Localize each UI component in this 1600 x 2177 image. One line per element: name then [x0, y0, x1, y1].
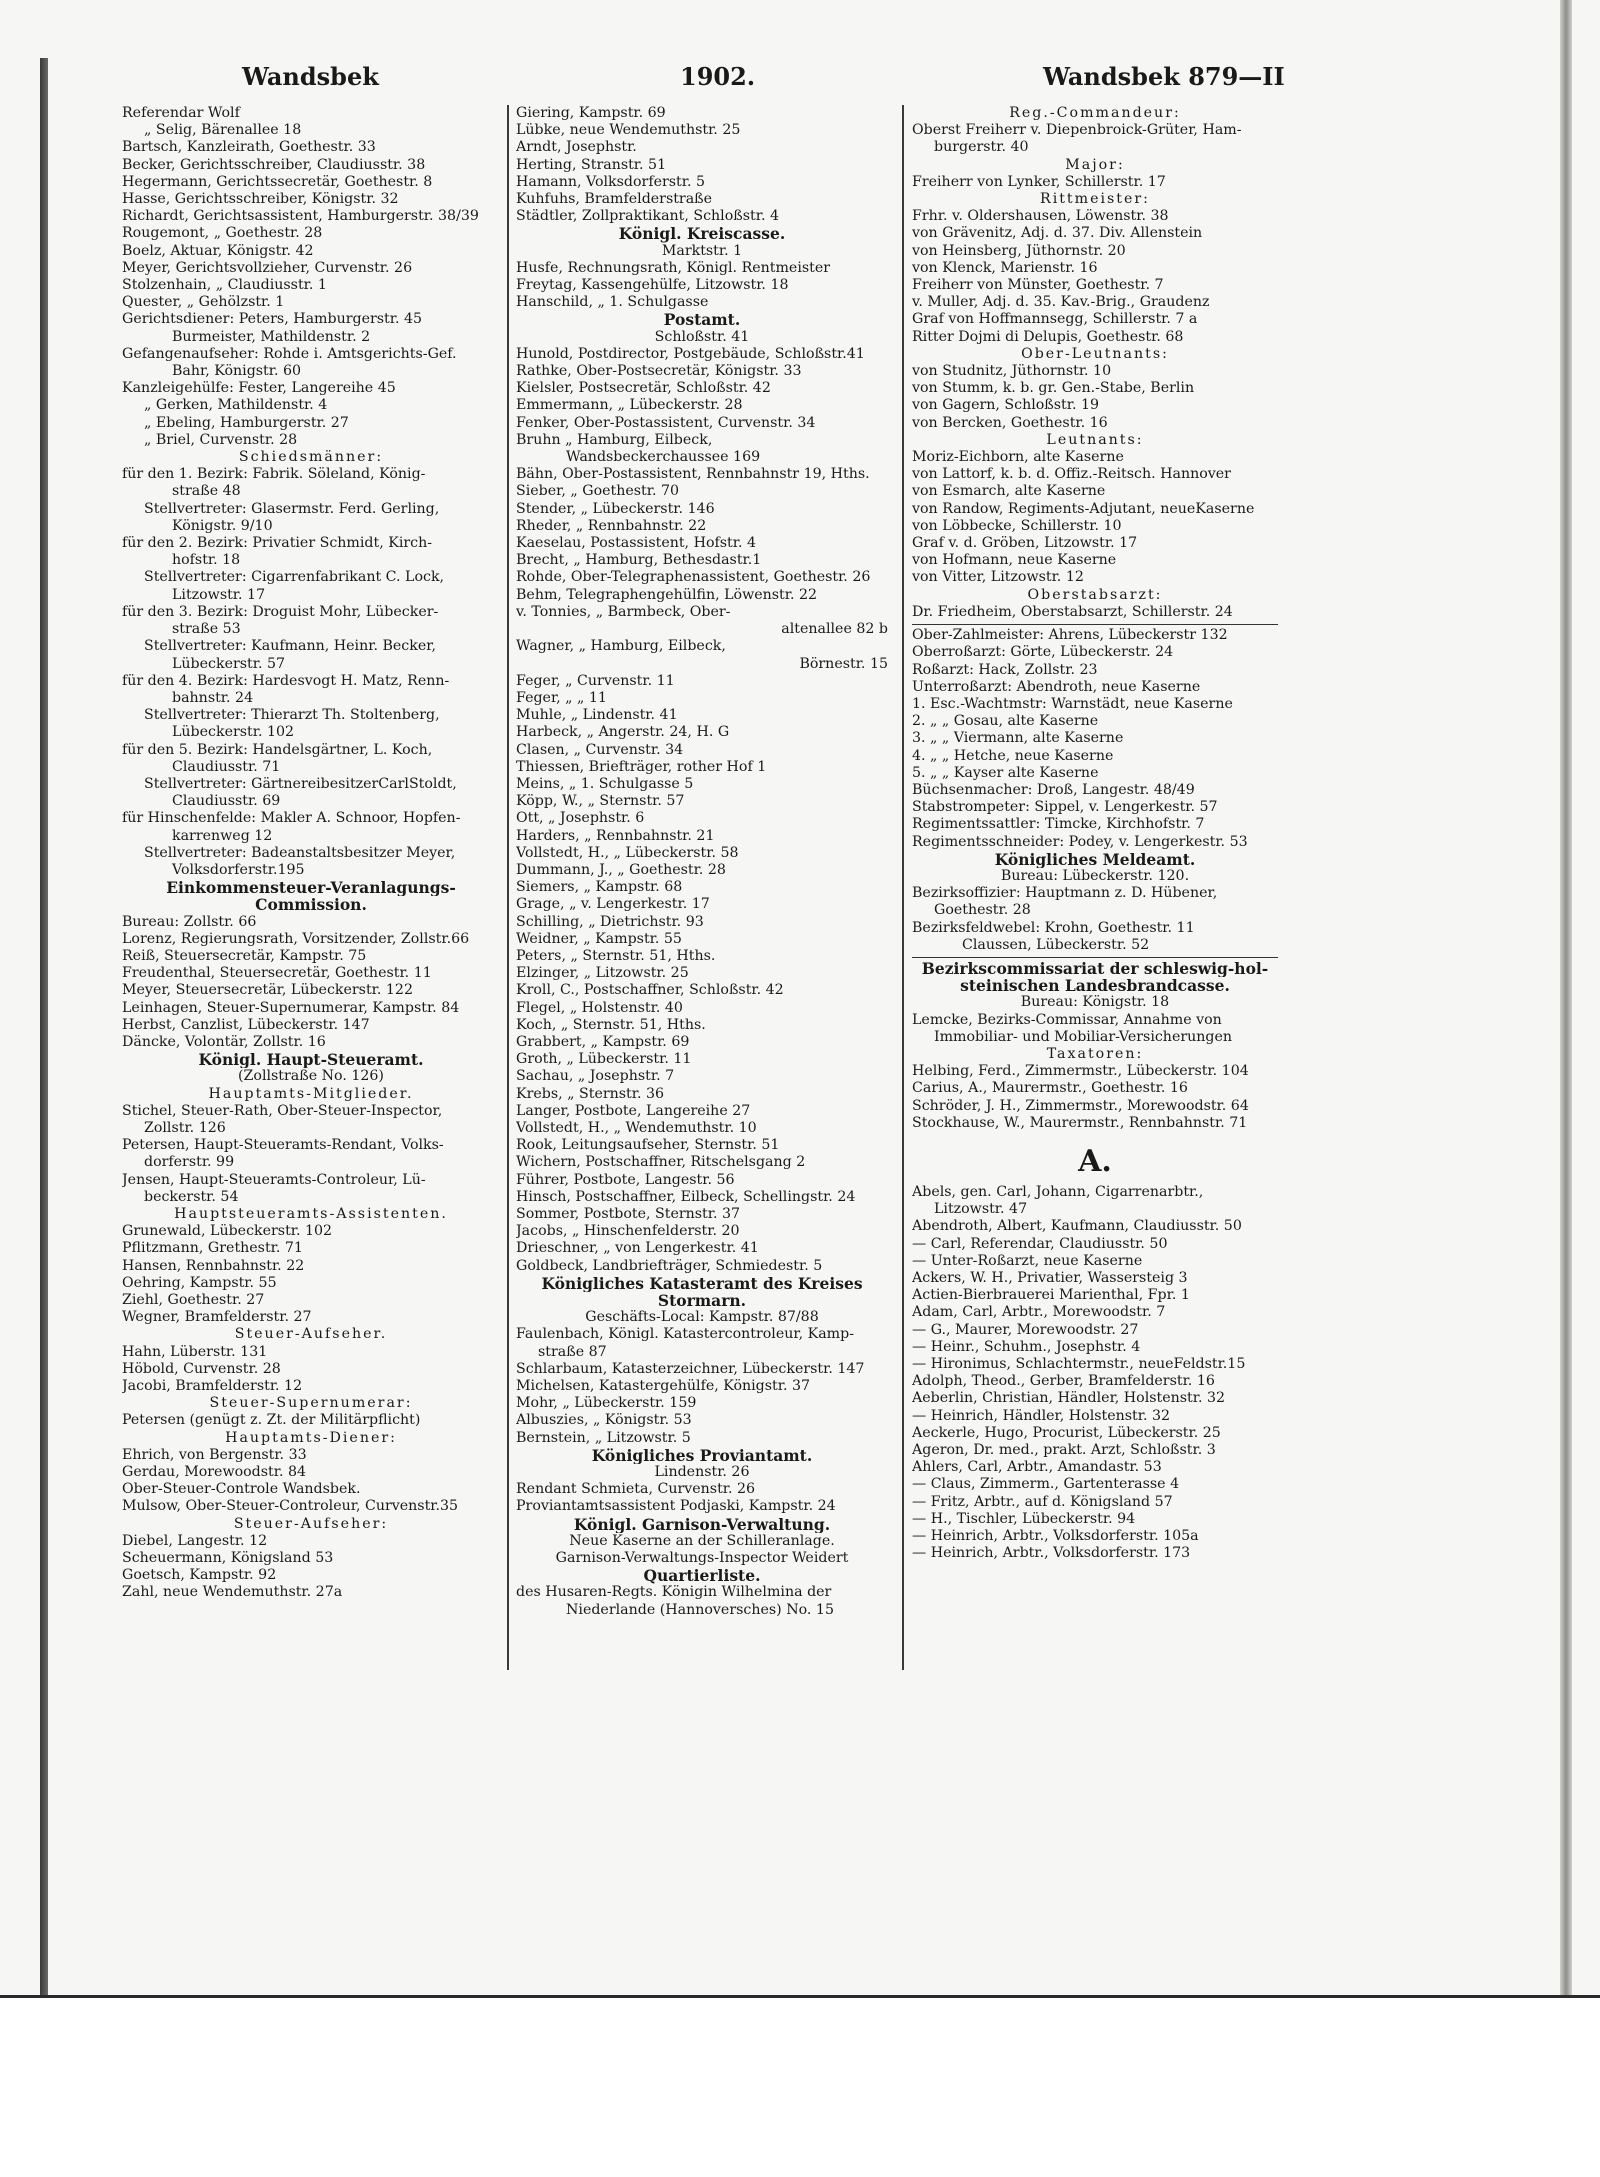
directory-entry: Büchsenmacher: Droß, Langestr. 48/49: [912, 781, 1195, 798]
directory-entry: Zollstr. 126: [144, 1119, 226, 1136]
directory-entry: Reiß, Steuersecretär, Kampstr. 75: [122, 947, 367, 964]
directory-entry: Wegner, Bramfelderstr. 27: [122, 1309, 312, 1326]
directory-entry: Köpp, W., „ Sternstr. 57: [516, 793, 685, 810]
directory-entry: für den 2. Bezirk: Privatier Schmidt, Kirch-: [122, 535, 433, 552]
directory-entry: Elzinger, „ Litzowstr. 25: [516, 965, 689, 982]
directory-entry: beckerstr. 54: [144, 1188, 239, 1205]
directory-entry: Feger, „ „ 11: [516, 689, 607, 706]
directory-entry: Sachau, „ Josephstr. 7: [516, 1068, 675, 1085]
directory-entry: Meins, „ 1. Schulgasse 5: [516, 775, 694, 792]
directory-entry: Roßarzt: Hack, Zollstr. 23: [912, 661, 1098, 678]
directory-entry: Muhle, „ Lindenstr. 41: [516, 707, 678, 724]
directory-entry: Stellvertreter: Kaufmann, Heinr. Becker,: [144, 638, 436, 655]
directory-entry: Ahlers, Carl, Arbtr., Amandastr. 53: [912, 1459, 1162, 1476]
directory-entry: von Klenck, Marienstr. 16: [912, 259, 1098, 276]
directory-entry: Unterroßarzt: Abendroth, neue Kaserne: [912, 678, 1201, 695]
directory-entry: Abels, gen. Carl, Johann, Cigarrenarbtr.,: [912, 1183, 1204, 1200]
subsection-heading: Steuer-Supernumerar:: [209, 1395, 413, 1412]
directory-entry: Lübeckerstr. 102: [172, 724, 295, 741]
page-header: [120, 62, 1285, 102]
section-address: Marktstr. 1: [661, 242, 743, 259]
subsection-heading: Schiedsmänner:: [238, 449, 384, 466]
directory-entry: Husfe, Rechnungsrath, Königl. Rentmeister: [516, 259, 831, 276]
section-heading: Königl. Kreiscasse.: [618, 225, 786, 243]
directory-entry: Scheuermann, Königsland 53: [122, 1550, 334, 1567]
directory-entry: Ehrich, von Bergenstr. 33: [122, 1446, 307, 1463]
section-heading: Commission.: [255, 896, 367, 914]
directory-entry: Gerdau, Morewoodstr. 84: [122, 1464, 307, 1481]
directory-entry: Schlarbaum, Katasterzeichner, Lübeckerstr. 147: [516, 1360, 865, 1377]
directory-entry: Michelsen, Katastergehülfe, Königstr. 37: [516, 1378, 811, 1395]
directory-entry: Regimentsschneider: Podey, v. Lengerkestr. 53: [912, 833, 1248, 850]
directory-entry: Stellvertreter: Thierarzt Th. Stoltenberg,: [144, 707, 440, 724]
directory-entry: Stockhause, W., Maurermstr., Rennbahnstr. 71: [912, 1114, 1248, 1131]
directory-entry: Freudenthal, Steuersecretär, Goethestr. 11: [122, 965, 432, 982]
directory-entry: Oberroßarzt: Görte, Lübeckerstr. 24: [912, 644, 1174, 661]
directory-entry: für den 5. Bezirk: Handelsgärtner, L. Koch,: [122, 741, 433, 758]
header-right-title: Wandsbek 879—II: [1043, 62, 1285, 91]
directory-entry: altenallee 82 b: [781, 621, 888, 638]
directory-entry: Meyer, Steuersecretär, Lübeckerstr. 122: [122, 982, 413, 999]
directory-entry: Kielsler, Postsecretär, Schloßstr. 42: [516, 380, 771, 397]
directory-entry: Emmermann, „ Lübeckerstr. 28: [516, 397, 743, 414]
directory-entry: straße 87: [538, 1343, 607, 1360]
directory-entry: Stolzenhain, „ Claudiusstr. 1: [122, 277, 327, 294]
directory-entry: von Randow, Regiments-Adjutant, neueKaserne: [912, 500, 1255, 517]
section-address: Neue Kaserne an der Schilleranlage.: [569, 1532, 835, 1549]
directory-entry: Albuszies, „ Königstr. 53: [516, 1412, 692, 1429]
directory-entry: Vollstedt, H., „ Lübeckerstr. 58: [516, 844, 739, 861]
directory-entry: von Stumm, k. b. gr. Gen.-Stabe, Berlin: [912, 380, 1195, 397]
directory-entry: Freiherr von Münster, Goethestr. 7: [912, 277, 1164, 294]
directory-entry: Leinhagen, Steuer-Supernumerar, Kampstr. 84: [122, 999, 460, 1016]
directory-entry: Gefangenaufseher: Rohde i. Amtsgerichts-Gef.: [122, 345, 457, 362]
directory-entry: — Heinrich, Arbtr., Volksdorferstr. 173: [912, 1545, 1191, 1562]
subsection-heading: Ober-Leutnants:: [1021, 345, 1169, 362]
directory-entry: Volksdorferstr.195: [172, 861, 305, 878]
directory-entry: Rook, Leitungsaufseher, Sternstr. 51: [516, 1137, 780, 1154]
directory-entry: Goethestr. 28: [934, 902, 1031, 919]
directory-entry: Langer, Postbote, Langereihe 27: [516, 1102, 751, 1119]
directory-entry: Adolph, Theod., Gerber, Bramfelderstr. 16: [912, 1373, 1215, 1390]
directory-entry: Däncke, Volontär, Zollstr. 16: [122, 1033, 326, 1050]
directory-entry: Bureau: Zollstr. 66: [122, 913, 257, 930]
directory-entry: Diebel, Langestr. 12: [122, 1532, 268, 1549]
column-divider: [902, 105, 904, 1670]
directory-entry: karrenweg 12: [172, 827, 273, 844]
directory-entry: Graf v. d. Gröben, Litzowstr. 17: [912, 535, 1138, 552]
subsection-heading: Hauptamts-Mitglieder.: [208, 1085, 414, 1102]
directory-entry: Litzowstr. 47: [934, 1201, 1028, 1218]
directory-entry: Koch, „ Sternstr. 51, Hths.: [516, 1016, 706, 1033]
directory-entry: Becker, Gerichtsschreiber, Claudiusstr. 38: [122, 156, 426, 173]
directory-entry: Ritter Dojmi di Delupis, Goethestr. 68: [912, 328, 1184, 345]
section-heading: Quartierliste.: [643, 1567, 761, 1585]
directory-entry: Freytag, Kassengehülfe, Litzowstr. 18: [516, 277, 789, 294]
directory-entry: Petersen, Haupt-Steueramts-Rendant, Volks-: [122, 1137, 444, 1154]
directory-entry: Grabbert, „ Kampstr. 69: [516, 1033, 690, 1050]
section-heading: steinischen Landesbrandcasse.: [960, 977, 1230, 995]
directory-entry: Königstr. 9/10: [172, 517, 273, 534]
directory-entry: Jensen, Haupt-Steueramts-Controleur, Lü-: [122, 1171, 426, 1188]
directory-entry: Bruhn „ Hamburg, Eilbeck,: [516, 431, 713, 448]
directory-entry: Graf von Hoffmannsegg, Schillerstr. 7 a: [912, 311, 1198, 328]
directory-column-left: [122, 105, 500, 1602]
directory-entry: Hegermann, Gerichtssecretär, Goethestr. 8: [122, 173, 433, 190]
subsection-heading: Hauptamts-Diener:: [225, 1429, 397, 1446]
directory-entry: Hahn, Lüberstr. 131: [122, 1343, 268, 1360]
subsection-heading: Steuer-Aufseher:: [233, 1515, 389, 1532]
subsection-heading: Leutnants:: [1046, 431, 1144, 448]
directory-entry: Stellvertreter: Glasermstr. Ferd. Gerling,: [144, 500, 440, 517]
directory-entry: Kuhfuhs, Bramfelderstraße: [516, 191, 713, 208]
directory-entry: Claudiusstr. 69: [172, 793, 281, 810]
directory-entry: Krebs, „ Sternstr. 36: [516, 1085, 665, 1102]
section-heading: A.: [1078, 1143, 1112, 1179]
directory-entry: Giering, Kampstr. 69: [516, 105, 666, 121]
directory-entry: Flegel, „ Holstenstr. 40: [516, 999, 683, 1016]
directory-entry: Gerichtsdiener: Peters, Hamburgerstr. 45: [122, 311, 423, 328]
directory-entry: Ageron, Dr. med., prakt. Arzt, Schloßstr. 3: [912, 1442, 1216, 1459]
directory-entry: Quester, „ Gehölzstr. 1: [122, 294, 285, 311]
section-heading: Bezirkscommissariat der schleswig-hol-: [921, 959, 1269, 978]
subsection-heading: Hauptsteueramts-Assistenten.: [174, 1206, 448, 1222]
section-address: (Zollstraße No. 126): [238, 1068, 384, 1085]
directory-entry: Führer, Postbote, Langestr. 56: [516, 1171, 735, 1188]
directory-entry: Sommer, Postbote, Sternstr. 37: [516, 1206, 741, 1222]
subsection-heading: Taxatoren:: [1046, 1045, 1144, 1062]
directory-entry: Rougemont, „ Goethestr. 28: [122, 225, 323, 242]
directory-entry: von Lattorf, k. b. d. Offiz.-Reitsch. Hannover: [912, 466, 1231, 483]
directory-entry: Helbing, Ferd., Zimmermstr., Lübeckerstr. 104: [912, 1063, 1249, 1080]
directory-entry: Städtler, Zollpraktikant, Schloßstr. 4: [516, 208, 779, 225]
directory-entry: Hinsch, Postschaffner, Eilbeck, Schellingstr. 24: [516, 1188, 856, 1205]
directory-entry: Mohr, „ Lübeckerstr. 159: [516, 1395, 697, 1412]
directory-entry: Kaeselau, Postassistent, Hofstr. 4: [516, 535, 756, 552]
directory-entry: 4. „ „ Hetche, neue Kaserne: [912, 747, 1114, 764]
directory-entry: Stabstrompeter: Sippel, v. Lengerkestr. 57: [912, 799, 1218, 816]
directory-entry: von Vitter, Litzowstr. 12: [912, 569, 1084, 586]
directory-entry: Kroll, C., Postschaffner, Schloßstr. 42: [516, 982, 784, 999]
directory-entry: Wagner, „ Hamburg, Eilbeck,: [516, 638, 726, 655]
directory-entry: Goldbeck, Landbriefträger, Schmiedestr. 5: [516, 1257, 823, 1274]
directory-entry: Bähn, Ober-Postassistent, Rennbahnstr 19, Hths.: [516, 466, 870, 483]
section-heading: Königliches Katasteramt des Kreises: [541, 1274, 863, 1293]
directory-entry: „ Ebeling, Hamburgerstr. 27: [144, 414, 349, 431]
directory-entry: Hasse, Gerichtsschreiber, Königstr. 32: [122, 191, 399, 208]
section-rule: [912, 624, 1278, 625]
directory-entry: Goetsch, Kampstr. 92: [122, 1567, 277, 1584]
directory-entry: Hamann, Volksdorferstr. 5: [516, 173, 706, 190]
directory-entry: für den 3. Bezirk: Droguist Mohr, Lübecker-: [122, 603, 439, 620]
directory-entry: Aeberlin, Christian, Händler, Holstenstr. 32: [912, 1390, 1226, 1407]
directory-entry: Lorenz, Regierungsrath, Vorsitzender, Zollstr.66: [122, 930, 470, 947]
directory-entry: für Hinschenfelde: Makler A. Schnoor, Hopfen-: [122, 810, 461, 827]
directory-entry: Meyer, Gerichtsvollzieher, Curvenstr. 26: [122, 259, 413, 276]
directory-entry: von Grävenitz, Adj. d. 37. Div. Allenstein: [912, 225, 1203, 242]
directory-entry: dorferstr. 99: [144, 1154, 235, 1171]
directory-entry: Referendar Wolf: [122, 105, 240, 121]
subsection-heading: Steuer-Aufseher.: [234, 1326, 388, 1343]
directory-entry: — Claus, Zimmerm., Gartenterasse 4: [912, 1476, 1180, 1493]
directory-entry: Kanzleigehülfe: Fester, Langereihe 45: [122, 380, 396, 397]
directory-entry: Petersen (genügt z. Zt. der Militärpflicht): [122, 1412, 421, 1429]
directory-entry: Lübeckerstr. 57: [172, 655, 286, 672]
directory-entry: — Hironimus, Schlachtermstr., neueFeldstr.15: [912, 1356, 1246, 1373]
directory-entry: Hanschild, „ 1. Schulgasse: [516, 294, 709, 311]
directory-entry: bahnstr. 24: [172, 689, 254, 706]
section-address: Schloßstr. 41: [654, 328, 750, 345]
section-heading: Königliches Proviantamt.: [591, 1446, 813, 1465]
directory-entry: Lübke, neue Wendemuthstr. 25: [516, 122, 741, 139]
directory-entry: Jacobi, Bramfelderstr. 12: [122, 1378, 303, 1395]
directory-entry: — Heinr., Schuhm., Josephstr. 4: [912, 1338, 1141, 1355]
directory-entry: Ober-Steuer-Controle Wandsbek.: [122, 1481, 361, 1498]
directory-entry: Stellvertreter: Cigarrenfabrikant C. Lock,: [144, 569, 445, 586]
section-rule: [912, 957, 1278, 958]
directory-entry: burgerstr. 40: [934, 139, 1029, 156]
directory-entry: Bezirksoffizier: Hauptmann z. D. Hübener,: [912, 885, 1218, 902]
directory-entry: Bahr, Königstr. 60: [172, 363, 302, 380]
column-divider: [507, 105, 509, 1670]
directory-entry: Burmeister, Mathildenstr. 2: [172, 328, 371, 345]
directory-entry: Weidner, „ Kampstr. 55: [516, 930, 682, 947]
directory-entry: Schilling, „ Dietrichstr. 93: [516, 913, 704, 930]
directory-entry: Rathke, Ober-Postsecretär, Königstr. 33: [516, 363, 802, 380]
directory-column-right: [912, 105, 1278, 1562]
directory-entry: Oehring, Kampstr. 55: [122, 1274, 277, 1291]
directory-entry: Stichel, Steuer-Rath, Ober-Steuer-Inspector,: [122, 1102, 443, 1119]
directory-entry: Ziehl, Goethestr. 27: [122, 1292, 265, 1309]
directory-entry: Feger, „ Curvenstr. 11: [516, 672, 675, 689]
directory-entry: Aeckerle, Hugo, Procurist, Lübeckerstr. 25: [912, 1424, 1221, 1441]
directory-entry: Freiherr von Lynker, Schillerstr. 17: [912, 173, 1166, 190]
directory-entry: Moriz-Eichborn, alte Kaserne: [912, 449, 1124, 466]
directory-entry: — Carl, Referendar, Claudiusstr. 50: [912, 1235, 1168, 1252]
directory-entry: Ott, „ Josephstr. 6: [516, 810, 645, 827]
directory-entry: — Unter-Roßarzt, neue Kaserne: [912, 1252, 1143, 1269]
directory-entry: Niederlande (Hannoversches) No. 15: [566, 1601, 834, 1618]
directory-entry: Boelz, Aktuar, Königstr. 42: [122, 242, 314, 259]
directory-entry: Peters, „ Sternstr. 51, Hths.: [516, 947, 716, 964]
directory-entry: Rendant Schmieta, Curvenstr. 26: [516, 1481, 756, 1498]
directory-entry: „ Briel, Curvenstr. 28: [144, 431, 298, 448]
section-heading: Stormarn.: [657, 1292, 747, 1310]
directory-entry: Höbold, Curvenstr. 28: [122, 1360, 281, 1377]
section-address: Bureau: Königstr. 18: [1020, 994, 1170, 1011]
directory-entry: Faulenbach, Königl. Katastercontroleur, Kamp-: [516, 1326, 854, 1343]
directory-entry: Claussen, Lübeckerstr. 52: [962, 936, 1150, 953]
directory-entry: Ober-Zahlmeister: Ahrens, Lübeckerstr 132: [912, 627, 1228, 644]
header-left-title: Wandsbek: [242, 62, 379, 91]
directory-entry: für den 4. Bezirk: Hardesvogt H. Matz, Renn-: [122, 672, 450, 689]
directory-entry: Bernstein, „ Litzowstr. 5: [516, 1429, 691, 1446]
directory-entry: straße 48: [172, 483, 241, 500]
directory-entry: Actien-Bierbrauerei Marienthal, Fpr. 1: [912, 1287, 1190, 1304]
directory-entry: Stender, „ Lübeckerstr. 146: [516, 500, 715, 517]
directory-entry: Rohde, Ober-Telegraphenassistent, Goethestr. 26: [516, 569, 871, 586]
section-heading: Einkommensteuer-Veranlagungs-: [166, 879, 456, 897]
directory-entry: von Gagern, Schloßstr. 19: [912, 397, 1100, 414]
directory-entry: Fenker, Ober-Postassistent, Curvenstr. 34: [516, 414, 816, 431]
directory-column-middle: [516, 105, 888, 1619]
directory-entry: von Löbbecke, Schillerstr. 10: [912, 517, 1122, 534]
directory-entry: Grunewald, Lübeckerstr. 102: [122, 1223, 333, 1240]
directory-entry: Pflitzmann, Grethestr. 71: [122, 1240, 303, 1257]
directory-entry: Stellvertreter: GärtnereibesitzerCarlStoldt,: [144, 775, 457, 792]
directory-entry: Lemcke, Bezirks-Commissar, Annahme von: [912, 1011, 1222, 1028]
directory-entry: des Husaren-Regts. Königin Wilhelmina der: [516, 1584, 832, 1601]
directory-entry: — Heinrich, Händler, Holstenstr. 32: [912, 1407, 1171, 1424]
directory-entry: Proviantamtsassistent Podjaski, Kampstr. 24: [516, 1498, 836, 1515]
subsection-heading: Reg.-Commandeur:: [1009, 105, 1181, 121]
section-heading: Königliches Meldeamt.: [994, 850, 1196, 868]
directory-entry: Zahl, neue Wendemuthstr. 27a: [122, 1584, 343, 1601]
directory-entry: 5. „ „ Kayser alte Kaserne: [912, 764, 1099, 781]
directory-entry: — Heinrich, Arbtr., Volksdorferstr. 105a: [912, 1528, 1199, 1545]
directory-entry: Richardt, Gerichtsassistent, Hamburgerstr. 38/39: [122, 208, 479, 225]
section-heading: Königl. Garnison-Verwaltung.: [573, 1515, 831, 1533]
directory-entry: Stellvertreter: Badeanstaltsbesitzer Meyer,: [144, 844, 456, 861]
directory-entry: Clasen, „ Curvenstr. 34: [516, 741, 684, 758]
directory-entry: Sieber, „ Goethestr. 70: [516, 483, 680, 500]
directory-entry: Brecht, „ Hamburg, Bethesdastr.1: [516, 552, 762, 569]
directory-entry: Bartsch, Kanzleirath, Goethestr. 33: [122, 139, 376, 156]
directory-entry: für den 1. Bezirk: Fabrik. Söleland, König-: [122, 466, 426, 483]
directory-entry: Ackers, W. H., Privatier, Wassersteig 3: [912, 1270, 1188, 1286]
directory-entry: Claudiusstr. 71: [172, 758, 281, 775]
directory-entry: Adam, Carl, Arbtr., Morewoodstr. 7: [912, 1304, 1166, 1321]
directory-entry: 2. „ „ Gosau, alte Kaserne: [912, 713, 1099, 730]
directory-entry: 1. Esc.-Wachtmstr: Warnstädt, neue Kaserne: [912, 695, 1233, 712]
directory-entry: — G., Maurer, Morewoodstr. 27: [912, 1321, 1139, 1338]
directory-entry: Harders, „ Rennbahnstr. 21: [516, 827, 715, 844]
directory-entry: Hunold, Postdirector, Postgebäude, Schloßstr.41: [516, 345, 865, 362]
section-heading: Königl. Haupt-Steueramt.: [198, 1051, 424, 1069]
directory-entry: Jacobs, „ Hinschenfelderstr. 20: [516, 1223, 740, 1240]
directory-entry: Mulsow, Ober-Steuer-Controleur, Curvenstr.35: [122, 1498, 459, 1515]
section-address: Garnison-Verwaltungs-Inspector Weidert: [555, 1550, 849, 1567]
directory-entry: Harbeck, „ Angerstr. 24, H. G: [516, 724, 730, 741]
directory-entry: Arndt, Josephstr.: [516, 139, 637, 156]
section-address: Geschäfts-Local: Kampstr. 87/88: [585, 1309, 819, 1326]
directory-entry: Frhr. v. Oldershausen, Löwenstr. 38: [912, 208, 1169, 225]
directory-entry: hofstr. 18: [172, 552, 241, 569]
directory-entry: Dummann, J., „ Goethestr. 28: [516, 861, 726, 878]
directory-entry: von Studnitz, Jüthornstr. 10: [912, 363, 1112, 380]
directory-entry: Behm, Telegraphengehülfin, Löwenstr. 22: [516, 586, 818, 603]
directory-entry: Herting, Stranstr. 51: [516, 156, 667, 173]
directory-entry: v. Tonnies, „ Barmbeck, Ober-: [516, 603, 731, 620]
directory-entry: Wichern, Postschaffner, Ritschelsgang 2: [516, 1154, 806, 1171]
directory-entry: von Bercken, Goethestr. 16: [912, 414, 1108, 431]
directory-entry: Regimentssattler: Timcke, Kirchhofstr. 7: [912, 816, 1205, 833]
directory-entry: straße 53: [172, 621, 241, 638]
directory-entry: Immobiliar- und Mobiliar-Versicherungen: [934, 1028, 1233, 1045]
directory-entry: von Hofmann, neue Kaserne: [912, 552, 1117, 569]
directory-entry: Hansen, Rennbahnstr. 22: [122, 1257, 305, 1274]
directory-entry: von Heinsberg, Jüthornstr. 20: [912, 242, 1126, 259]
directory-entry: Dr. Friedheim, Oberstabsarzt, Schillerstr. 24: [912, 603, 1233, 620]
subsection-heading: Rittmeister:: [1040, 191, 1150, 208]
directory-entry: Drieschner, „ von Lengerkestr. 41: [516, 1240, 759, 1257]
directory-entry: Herbst, Canzlist, Lübeckerstr. 147: [122, 1016, 370, 1033]
directory-entry: Wandsbeckerchaussee 169: [566, 449, 761, 466]
directory-entry: „ Gerken, Mathildenstr. 4: [144, 397, 328, 414]
section-address: Bureau: Lübeckerstr. 120.: [1000, 867, 1190, 884]
section-heading: Postamt.: [663, 311, 741, 329]
directory-entry: Oberst Freiherr v. Diepenbroick-Grüter, Ham-: [912, 122, 1242, 139]
directory-entry: 3. „ „ Viermann, alte Kaserne: [912, 730, 1124, 747]
page-binding-edge: [40, 58, 48, 1995]
directory-entry: Börnestr. 15: [799, 655, 888, 672]
directory-entry: — Fritz, Arbtr., auf d. Königsland 57: [912, 1493, 1173, 1510]
page-right-edge: [1560, 0, 1572, 1995]
subsection-heading: Oberstabsarzt:: [1027, 586, 1163, 603]
subsection-heading: Major:: [1065, 156, 1125, 173]
directory-entry: — H., Tischler, Lübeckerstr. 94: [912, 1510, 1136, 1527]
header-year: 1902.: [680, 62, 756, 91]
directory-entry: Bezirksfeldwebel: Krohn, Goethestr. 11: [912, 919, 1195, 936]
directory-entry: Litzowstr. 17: [172, 586, 266, 603]
directory-entry: Groth, „ Lübeckerstr. 11: [516, 1051, 692, 1068]
directory-entry: „ Selig, Bärenallee 18: [144, 122, 302, 139]
section-address: Lindenstr. 26: [654, 1464, 750, 1481]
directory-entry: Thiessen, Briefträger, rother Hof 1: [516, 758, 767, 775]
directory-entry: Vollstedt, H., „ Wendemuthstr. 10: [516, 1119, 757, 1136]
directory-entry: Grage, „ v. Lengerkestr. 17: [516, 896, 710, 913]
directory-entry: Rheder, „ Rennbahnstr. 22: [516, 517, 707, 534]
directory-entry: von Esmarch, alte Kaserne: [912, 483, 1106, 500]
directory-entry: Carius, A., Maurermstr., Goethestr. 16: [912, 1080, 1188, 1097]
directory-entry: v. Muller, Adj. d. 35. Kav.-Brig., Graudenz: [912, 294, 1210, 311]
directory-entry: Abendroth, Albert, Kaufmann, Claudiusstr. 50: [912, 1218, 1242, 1235]
directory-entry: Siemers, „ Kampstr. 68: [516, 879, 683, 896]
directory-entry: Schröder, J. H., Zimmermstr., Morewoodstr. 64: [912, 1097, 1249, 1114]
